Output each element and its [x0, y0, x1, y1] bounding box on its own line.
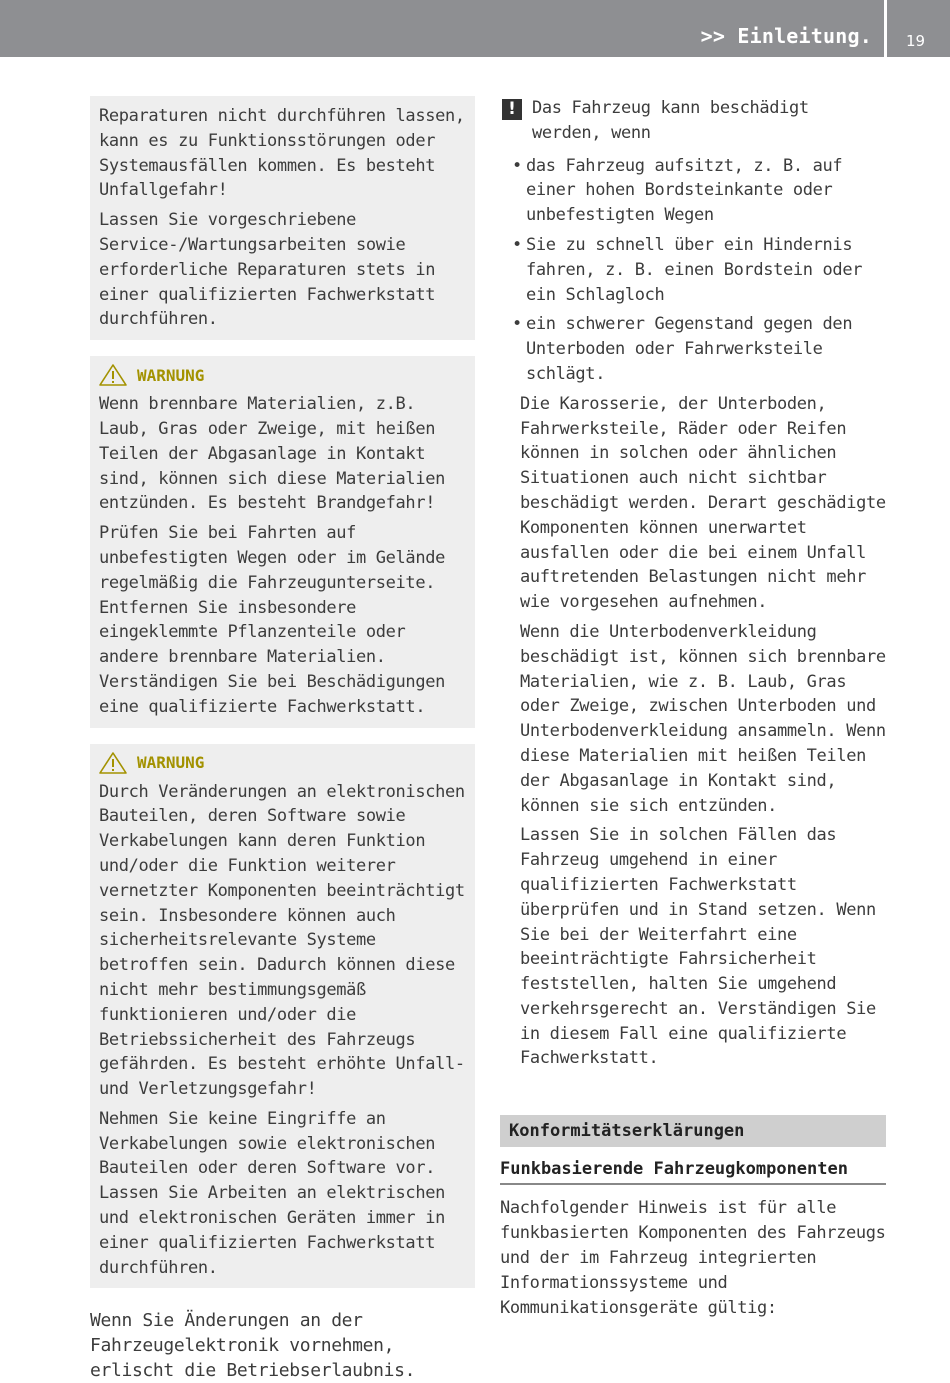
- warning-paragraph: Wenn brennbare Materialien, z.B. Laub, Gras oder Zweige, mit heißen Teilen der Abgasanlage in Kontakt sind, können sich diese Materialien entzünden. Es besteht Brandgefahr!: [99, 394, 445, 514]
- notice-body: [500, 392, 886, 1072]
- warning-paragraph: Durch Veränderungen an elektronischen Bauteilen, deren Software sowie Verkabelungen kann deren Funktion und/oder die Funktion weiterer vernetzter Komponenten beeinträchtigt sein. Insbesondere können auch sicherheitsrelevante Systeme betroffen sein. Dadurch können diese nicht mehr bestimmungsgemäß funktionieren und/oder die Betriebssicherheit des Fahrzeugs gefährden. Es besteht erhöhte Unfall- und Verletzungsgefahr!: [99, 781, 465, 1100]
- warning-label: WARNUNG: [137, 365, 205, 385]
- list-item: • Sie zu schnell über ein Hindernis fahren, z. B. einen Bordstein oder ein Schlagloch: [526, 233, 886, 307]
- warning-triangle-icon: [99, 752, 127, 774]
- notice-bullet-list: [500, 154, 886, 387]
- warning-box-fire: [90, 356, 475, 727]
- exclamation-icon: !: [502, 99, 522, 120]
- section-heading-bar: [500, 1115, 886, 1147]
- list-item: • das Fahrzeug aufsitzt, z. B. auf einer hohen Bordsteinkante oder unbefestigten Wegen: [526, 154, 886, 228]
- section-paragraph: Nachfolgender Hinweis ist für alle funkbasierten Komponenten des Fahrzeugs und der im Fahrzeug integrierten Informationssysteme und Kommunikationsgeräte gültig:: [500, 1198, 886, 1319]
- notice-intro: Das Fahrzeug kann beschädigt werden, wenn: [532, 98, 809, 143]
- box-paragraph: Reparaturen nicht durchführen lassen, kann es zu Funktionsstörungen oder Systemausfällen kommen. Es besteht Unfallgefahr!: [99, 106, 465, 201]
- warning-box-electronics: [90, 744, 475, 1289]
- header-divider: [884, 0, 887, 57]
- closing-paragraph: Wenn Sie Änderungen an der Fahrzeugelektronik vornehmen, erlischt die Betriebserlaubnis.: [90, 1310, 416, 1382]
- left-column: [90, 96, 475, 1383]
- warning-paragraph: Prüfen Sie bei Fahrten auf unbefestigten Wegen oder im Gelände regelmäßig die Fahrzeugunterseite. Entfernen Sie insbesondere eingeklemmte Pflanzenteile oder andere brennbare Materialien. Verständigen Sie bei Beschädigungen eine qualifizierte Fachwerkstatt.: [99, 523, 445, 717]
- notice-paragraph: Lassen Sie in solchen Fällen das Fahrzeug umgehend in einer qualifizierten Fachwerkstatt überprüfen und in Stand setzen. Wenn Sie bei der Weiterfahrt eine beeinträchtigte Fahrsicherheit feststellen, halten Sie umgehend verkehrsgerecht an. Verständigen Sie in diesem Fall eine qualifizierte Fachwerkstatt.: [520, 825, 876, 1069]
- box-paragraph: Lassen Sie vorgeschriebene Service-/Wartungsarbeiten sowie erforderliche Reparaturen stets in einer qualifizierten Fachwerkstatt durchführen.: [99, 210, 436, 330]
- warning-header: [99, 364, 466, 386]
- subsection-title: Funkbasierende Fahrzeugkomponenten: [500, 1159, 886, 1185]
- notice-paragraph: Wenn die Unterbodenverkleidung beschädigt ist, können sich brennbare Materialien, wie z. B. Laub, Gras oder Zweige, zwischen Unterboden und Unterbodenverkleidung ansammeln. Wenn diese Materialien mit heißen Teilen der Abgasanlage in Kontakt sind, können sie sich entzünden.: [520, 621, 886, 816]
- warning-paragraph: Nehmen Sie keine Eingriffe an Verkabelungen sowie elektronischen Bauteilen oder deren Software vor. Lassen Sie Arbeiten an elektrischen und elektronischen Geräten immer in einer qualifizierten Fachwerkstatt durchführen.: [99, 1108, 445, 1278]
- section-title: Konformitätserklärungen: [509, 1121, 745, 1142]
- notice-paragraph: Die Karosserie, der Unterboden, Fahrwerksteile, Räder oder Reifen können in solchen oder ähnlichen Situationen auch nicht sichtbar beschädigt werden. Derart geschädigte Komponenten können unerwartet ausfallen oder die bei einem Unfall auftretenden Belastungen nicht mehr wie vorgesehen aufnehmen.: [520, 393, 886, 613]
- list-item: • ein schwerer Gegenstand gegen den Unterboden oder Fahrwerksteile schlägt.: [526, 312, 886, 386]
- warning-label: WARNUNG: [137, 753, 205, 773]
- chapter-title: >> Einleitung.: [700, 24, 872, 48]
- damage-notice: [500, 96, 886, 146]
- page-number: 19: [906, 32, 926, 50]
- right-column: [500, 96, 886, 1321]
- warning-header: [99, 752, 466, 774]
- warning-triangle-icon: [99, 364, 127, 386]
- page-header: [0, 0, 950, 57]
- continued-warning-box: [90, 96, 475, 340]
